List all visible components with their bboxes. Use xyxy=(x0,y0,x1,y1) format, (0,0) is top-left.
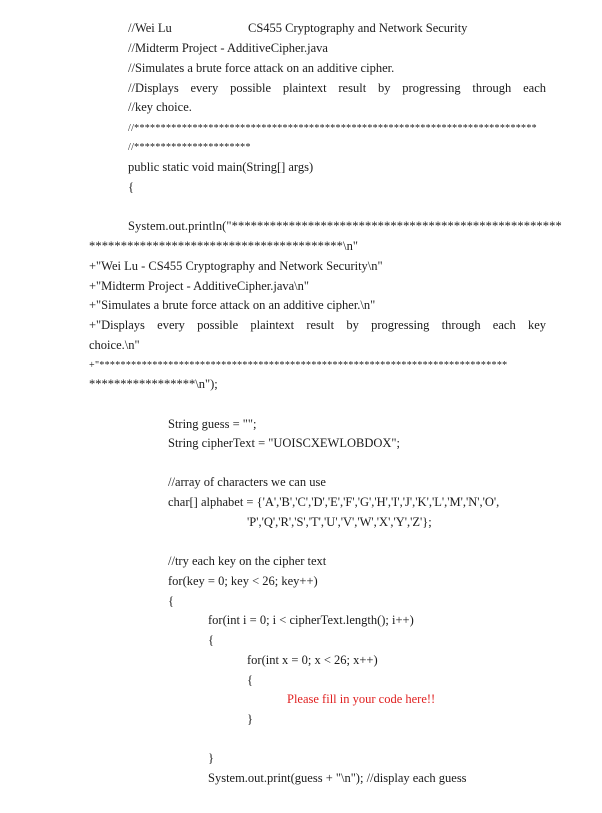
println-line-9: *****************\n"); xyxy=(89,377,218,391)
alphabet-comment: //array of characters we can use xyxy=(168,475,326,489)
description-comment-1: //Simulates a brute force attack on an additive cipher. xyxy=(128,61,395,75)
middle-open-brace: { xyxy=(208,633,214,647)
course-title: CS455 Cryptography and Network Security xyxy=(248,21,468,35)
println-line-6: +"Displays every possible plaintext result by progressing through each key xyxy=(89,318,546,332)
println-line-8: +"***************************************************************************** xyxy=(89,360,508,371)
inner-for-loop: for(int x = 0; x < 26; x++) xyxy=(247,653,378,667)
middle-close-brace: } xyxy=(208,751,214,765)
description-comment-3: //key choice. xyxy=(128,100,192,114)
main-method-signature: public static void main(String[] args) xyxy=(128,160,314,174)
println-line-7: choice.\n" xyxy=(89,338,140,352)
println-line-4: +"Midterm Project - AdditiveCipher.java\n" xyxy=(89,279,309,293)
outer-open-brace: { xyxy=(168,594,174,608)
println-line-2: ****************************************\n" xyxy=(89,239,359,253)
println-line-5: +"Simulates a brute force attack on an additive cipher.\n" xyxy=(89,298,376,312)
println-line-3: +"Wei Lu - CS455 Cryptography and Network Security\n" xyxy=(89,259,383,273)
alphabet-line-2: 'P','Q','R','S','T','U','V','W','X','Y','Z'}; xyxy=(247,515,432,529)
author-comment: //Wei Lu xyxy=(128,21,172,35)
alphabet-line-1: char[] alphabet = {'A','B','C','D','E','F','G','H','I','J','K','L','M','N','O', xyxy=(168,495,500,509)
code-placeholder: Please fill in your code here!! xyxy=(287,692,436,706)
inner-open-brace: { xyxy=(247,673,253,687)
star-divider-2: //********************** xyxy=(128,142,251,153)
ciphertext-declaration: String cipherText = "UOISCXEWLOBDOX"; xyxy=(168,436,400,450)
loop-comment: //try each key on the cipher text xyxy=(168,554,327,568)
description-comment-2: //Displays every possible plaintext result by progressing through each xyxy=(128,81,546,95)
main-open-brace: { xyxy=(128,180,134,194)
guess-declaration: String guess = ""; xyxy=(168,417,257,431)
outer-for-loop: for(key = 0; key < 26; key++) xyxy=(168,574,318,588)
middle-for-loop: for(int i = 0; i < cipherText.length(); i++) xyxy=(208,613,414,627)
println-line-1: System.out.println("**************************************************** xyxy=(128,219,562,233)
inner-close-brace: } xyxy=(247,712,253,726)
print-guess-statement: System.out.print(guess + "\n"); //display each guess xyxy=(208,771,467,785)
project-comment: //Midterm Project - AdditiveCipher.java xyxy=(128,41,328,55)
star-divider-1: //**************************************************************************** xyxy=(128,123,537,134)
